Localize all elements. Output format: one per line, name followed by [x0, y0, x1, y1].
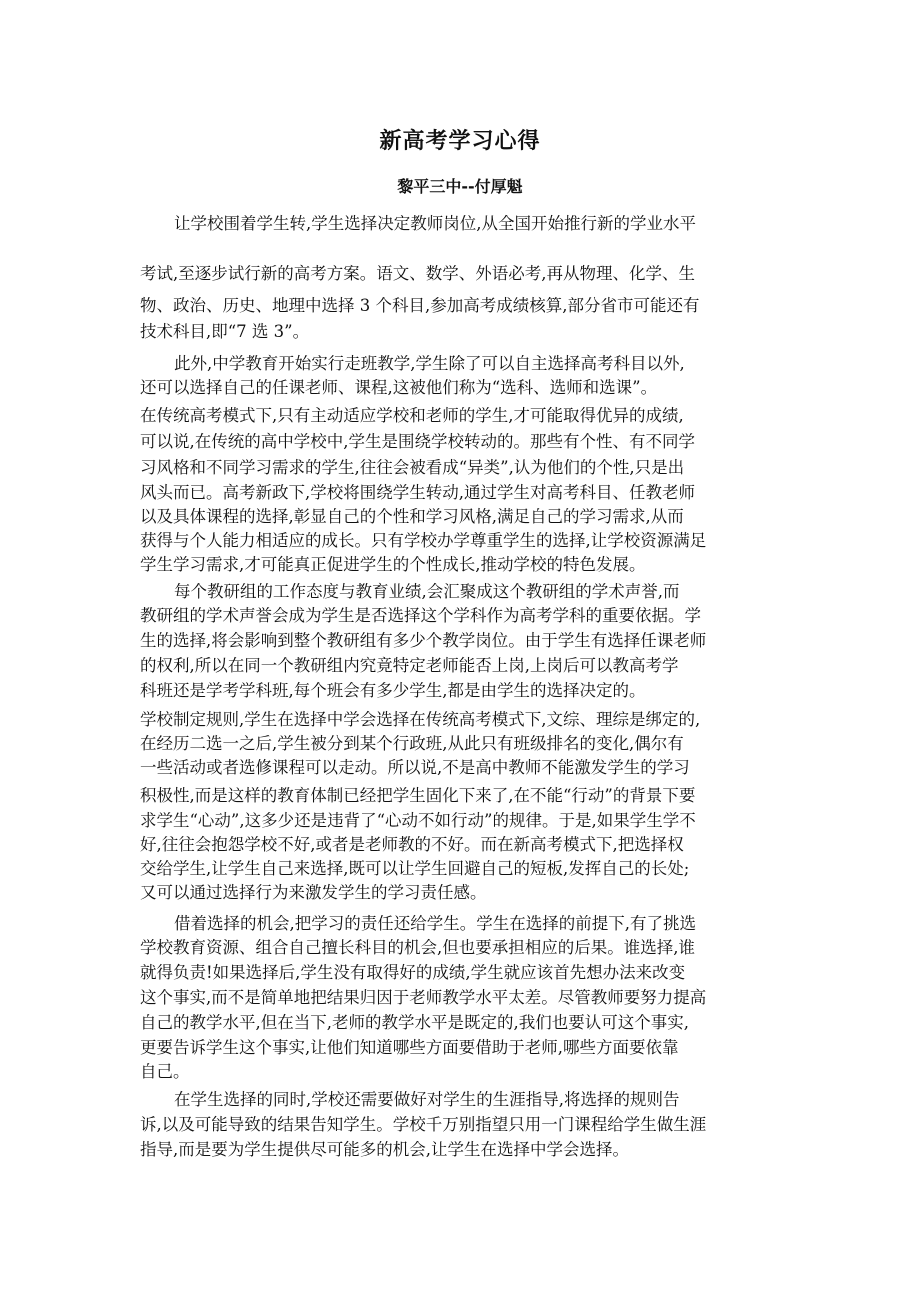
text-line: 科班还是学考学科班,每个班会有多少学生,都是由学生的选择决定的。 [140, 681, 646, 700]
text-line: 学生学习需求,才可能真正促进学生的个性成长,推动学校的特色发展。 [140, 555, 646, 574]
text-line: 学校教育资源、组合自己擅长科目的机会,但也要承担相应的后果。谁选择,谁 [140, 938, 695, 957]
text-line: 求学生“心动”,这多少还是违背了“心动不如行动”的规律。于是,如果学生学不 [140, 811, 696, 830]
text-line: 自己。 [140, 1062, 190, 1081]
text-line: 自己的教学水平,但在当下,老师的教学水平是既定的,我们也要认可这个事实, [140, 1013, 689, 1032]
text-line: 又可以通过选择行为来激发学生的学习责任感。 [140, 883, 487, 902]
text-line: 积极性,而是这样的教育体制已经把学生固化下来了,在不能“行动”的背景下要 [140, 786, 696, 805]
text-line: 物、政治、历史、地理中选择 3 个科目,参加高考成绩核算,部分省市可能还有 [140, 296, 700, 315]
text-line: 借着选择的机会,把学习的责任还给学生。学生在选择的前提下,有了挑选 [174, 914, 696, 933]
text-line: 一些活动或者选修课程可以走动。所以说,不是高中教师不能激发学生的学习 [140, 758, 690, 777]
text-line: 好,往往会抱怨学校不好,或者是老师教的不好。而在新高考模式下,把选择权 [140, 835, 684, 854]
text-line: 生的选择,将会影响到整个教研组有多少个教学岗位。由于学生有选择任课老师 [140, 631, 707, 650]
text-line: 指导,而是要为学生提供尽可能多的机会,让学生在选择中学会选择。 [140, 1140, 629, 1159]
text-line: 习风格和不同学习需求的学生,往往会被看成“异类”,认为他们的个性,只是出 [140, 458, 685, 477]
text-line: 更要告诉学生这个事实,让他们知道哪些方面要借助于老师,哪些方面要依靠 [140, 1038, 679, 1057]
text-line: 技术科目,即“7 选 3”。 [140, 322, 310, 341]
text-line: 在传统高考模式下,只有主动适应学校和老师的学生,才可能取得优异的成绩, [140, 406, 684, 425]
text-line: 的权利,所以在同一个教研组内究竟特定老师能否上岗,上岗后可以教高考学 [140, 656, 679, 675]
text-line: 交给学生,让学生自己来选择,既可以让学生回避自己的短板,发挥自己的长处; [140, 859, 690, 878]
document-title: 新高考学习心得 [379, 129, 541, 154]
text-line: 以及具体课程的选择,彰显自己的个性和学习风格,满足自己的学习需求,从而 [140, 507, 684, 526]
document-author: 黎平三中--付厚魁 [397, 177, 523, 196]
text-line: 获得与个人能力相适应的成长。只有学校办学尊重学生的选择,让学校资源满足 [140, 531, 707, 550]
text-line: 学校制定规则,学生在选择中学会选择在传统高考模式下,文综、理综是绑定的, [140, 710, 701, 729]
text-line: 在学生选择的同时,学校还需要做好对学生的生涯指导,将选择的规则告 [174, 1090, 680, 1109]
text-line: 在经历二选一之后,学生被分到某个行政班,从此只有班级排名的变化,偶尔有 [140, 734, 684, 753]
text-line: 还可以选择自己的任课老师、课程,这被他们称为“选科、选师和选课”。 [140, 378, 658, 397]
text-line: 风头而已。高考新政下,学校将围绕学生转动,通过学生对高考科目、任教老师 [140, 483, 695, 502]
text-line: 诉,以及可能导致的结果告知学生。学校千万别指望只用一门课程给学生做生涯 [140, 1115, 707, 1134]
text-line: 此外,中学教育开始实行走班教学,学生除了可以自主选择高考科目以外, [174, 354, 685, 373]
text-line: 让学校围着学生转,学生选择决定教师岗位,从全国开始推行新的学业水平 [174, 214, 696, 233]
text-line: 考试,至逐步试行新的高考方案。语文、数学、外语必考,再从物理、化学、生 [140, 264, 695, 283]
text-line: 就得负责!如果选择后,学生没有取得好的成绩,学生就应该首先想办法来改变 [140, 963, 686, 982]
text-line: 教研组的学术声誉会成为学生是否选择这个学科作为高考学科的重要依据。学 [140, 606, 701, 625]
text-line: 可以说,在传统的高中学校中,学生是围绕学校转动的。那些有个性、有不同学 [140, 432, 695, 451]
text-line: 这个事实,而不是简单地把结果归因于老师教学水平太差。尽管教师要努力提高 [140, 988, 707, 1007]
text-line: 每个教研组的工作态度与教育业绩,会汇聚成这个教研组的学术声誉,而 [174, 582, 680, 601]
